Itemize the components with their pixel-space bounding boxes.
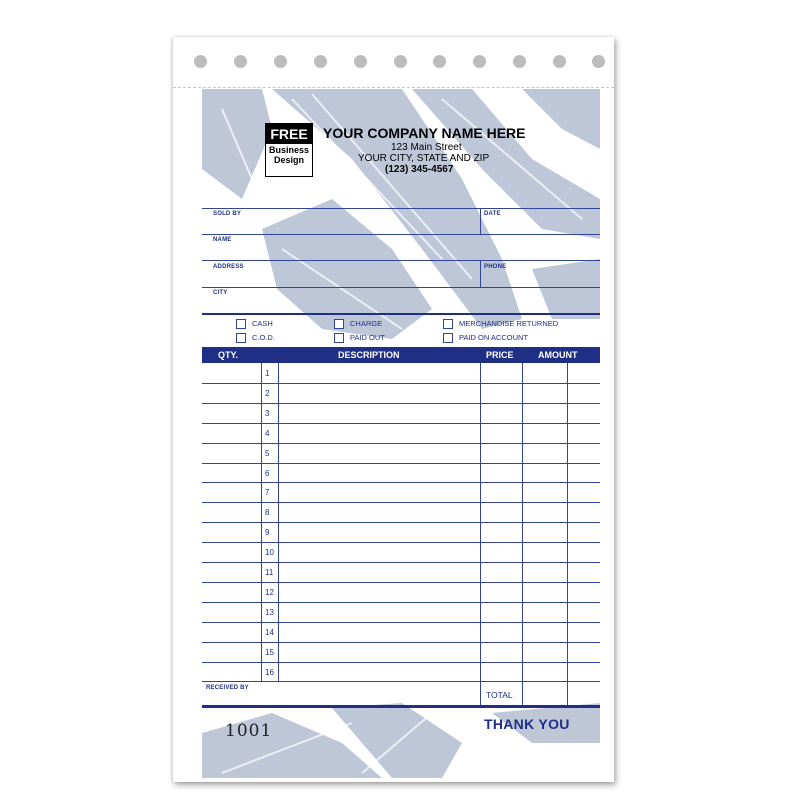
date-label: DATE — [484, 211, 501, 217]
row-number: 14 — [265, 627, 274, 637]
binding-hole — [513, 55, 526, 68]
row-number: 5 — [265, 448, 270, 458]
binding-hole — [354, 55, 367, 68]
logo-line2: Design — [273, 155, 304, 165]
table-column-rule — [261, 363, 262, 681]
company-name: YOUR COMPANY NAME HERE — [323, 125, 526, 141]
row-number: 15 — [265, 647, 274, 657]
table-column-rule — [522, 363, 523, 705]
binding-hole — [234, 55, 247, 68]
form-number: 1001 — [225, 721, 273, 741]
thank-you-text: THANK YOU — [484, 716, 570, 732]
table-column-rule — [278, 363, 279, 681]
field-rule — [202, 287, 600, 288]
total-label: TOTAL — [486, 690, 513, 700]
table-column-rule — [567, 363, 568, 705]
row-number: 4 — [265, 428, 270, 438]
row-number: 13 — [265, 607, 274, 617]
sales-slip — [173, 37, 614, 782]
binding-hole — [314, 55, 327, 68]
company-street: 123 Main Street — [391, 142, 462, 153]
row-number: 1 — [265, 369, 270, 378]
perforation-line — [173, 87, 614, 88]
binding-hole — [553, 55, 566, 68]
field-divider — [480, 260, 481, 287]
cash-checkbox[interactable] — [236, 319, 246, 329]
field-rule — [202, 260, 600, 261]
field-rule — [202, 208, 600, 209]
merchandise-returned-label: MERCHANDISE RETURNED — [459, 319, 559, 328]
field-rule — [202, 234, 600, 235]
field-divider — [480, 208, 481, 234]
table-column-rule — [480, 363, 481, 705]
paid-out-label: PAID OUT — [350, 333, 385, 342]
row-number: 9 — [265, 528, 270, 538]
price-header: PRICE — [486, 350, 514, 360]
binding-hole — [592, 55, 605, 68]
row-number: 8 — [265, 508, 270, 518]
row-number: 16 — [265, 667, 274, 677]
charge-checkbox[interactable] — [334, 319, 344, 329]
logo-line1: Business — [268, 145, 310, 155]
description-header: DESCRIPTION — [338, 350, 400, 360]
table-header — [202, 347, 600, 363]
row-number: 2 — [265, 388, 270, 398]
row-number: 10 — [265, 548, 274, 558]
cod-label: C.O.D. — [252, 333, 275, 342]
row-number: 3 — [265, 408, 270, 418]
cash-label: CASH — [252, 319, 273, 328]
row-number: 7 — [265, 488, 270, 498]
row-number: 12 — [265, 587, 274, 597]
paid-out-checkbox[interactable] — [334, 333, 344, 343]
name-label: NAME — [213, 237, 232, 243]
paid-on-account-label: PAID ON ACCOUNT — [459, 333, 529, 342]
footer-rule — [202, 705, 600, 708]
charge-label: CHARGE — [350, 319, 383, 328]
company-city: YOUR CITY, STATE AND ZIP — [358, 153, 490, 164]
paid-on-account-checkbox[interactable] — [443, 333, 453, 343]
received-by-label: RECEIVED BY — [206, 685, 249, 691]
binding-hole — [394, 55, 407, 68]
logo-free: FREE — [266, 124, 312, 144]
merchandise-returned-checkbox[interactable] — [443, 319, 453, 329]
logo-text — [266, 145, 312, 165]
binding-hole — [473, 55, 486, 68]
row-number: 6 — [265, 468, 270, 478]
row-number: 11 — [265, 568, 274, 577]
binding-hole — [274, 55, 287, 68]
binding-hole — [433, 55, 446, 68]
section-rule — [202, 313, 600, 315]
phone-label: PHONE — [484, 264, 507, 270]
address-label: ADDRESS — [213, 264, 244, 270]
table-row-rule — [202, 681, 600, 682]
business-logo — [265, 123, 313, 177]
amount-header: AMOUNT — [538, 350, 578, 360]
sold-by-label: SOLD BY — [213, 211, 242, 217]
company-phone: (123) 345-4567 — [385, 164, 454, 175]
qty-header: QTY. — [218, 350, 239, 360]
city-label: CITY — [213, 290, 228, 296]
cod-checkbox[interactable] — [236, 333, 246, 343]
binding-hole — [194, 55, 207, 68]
